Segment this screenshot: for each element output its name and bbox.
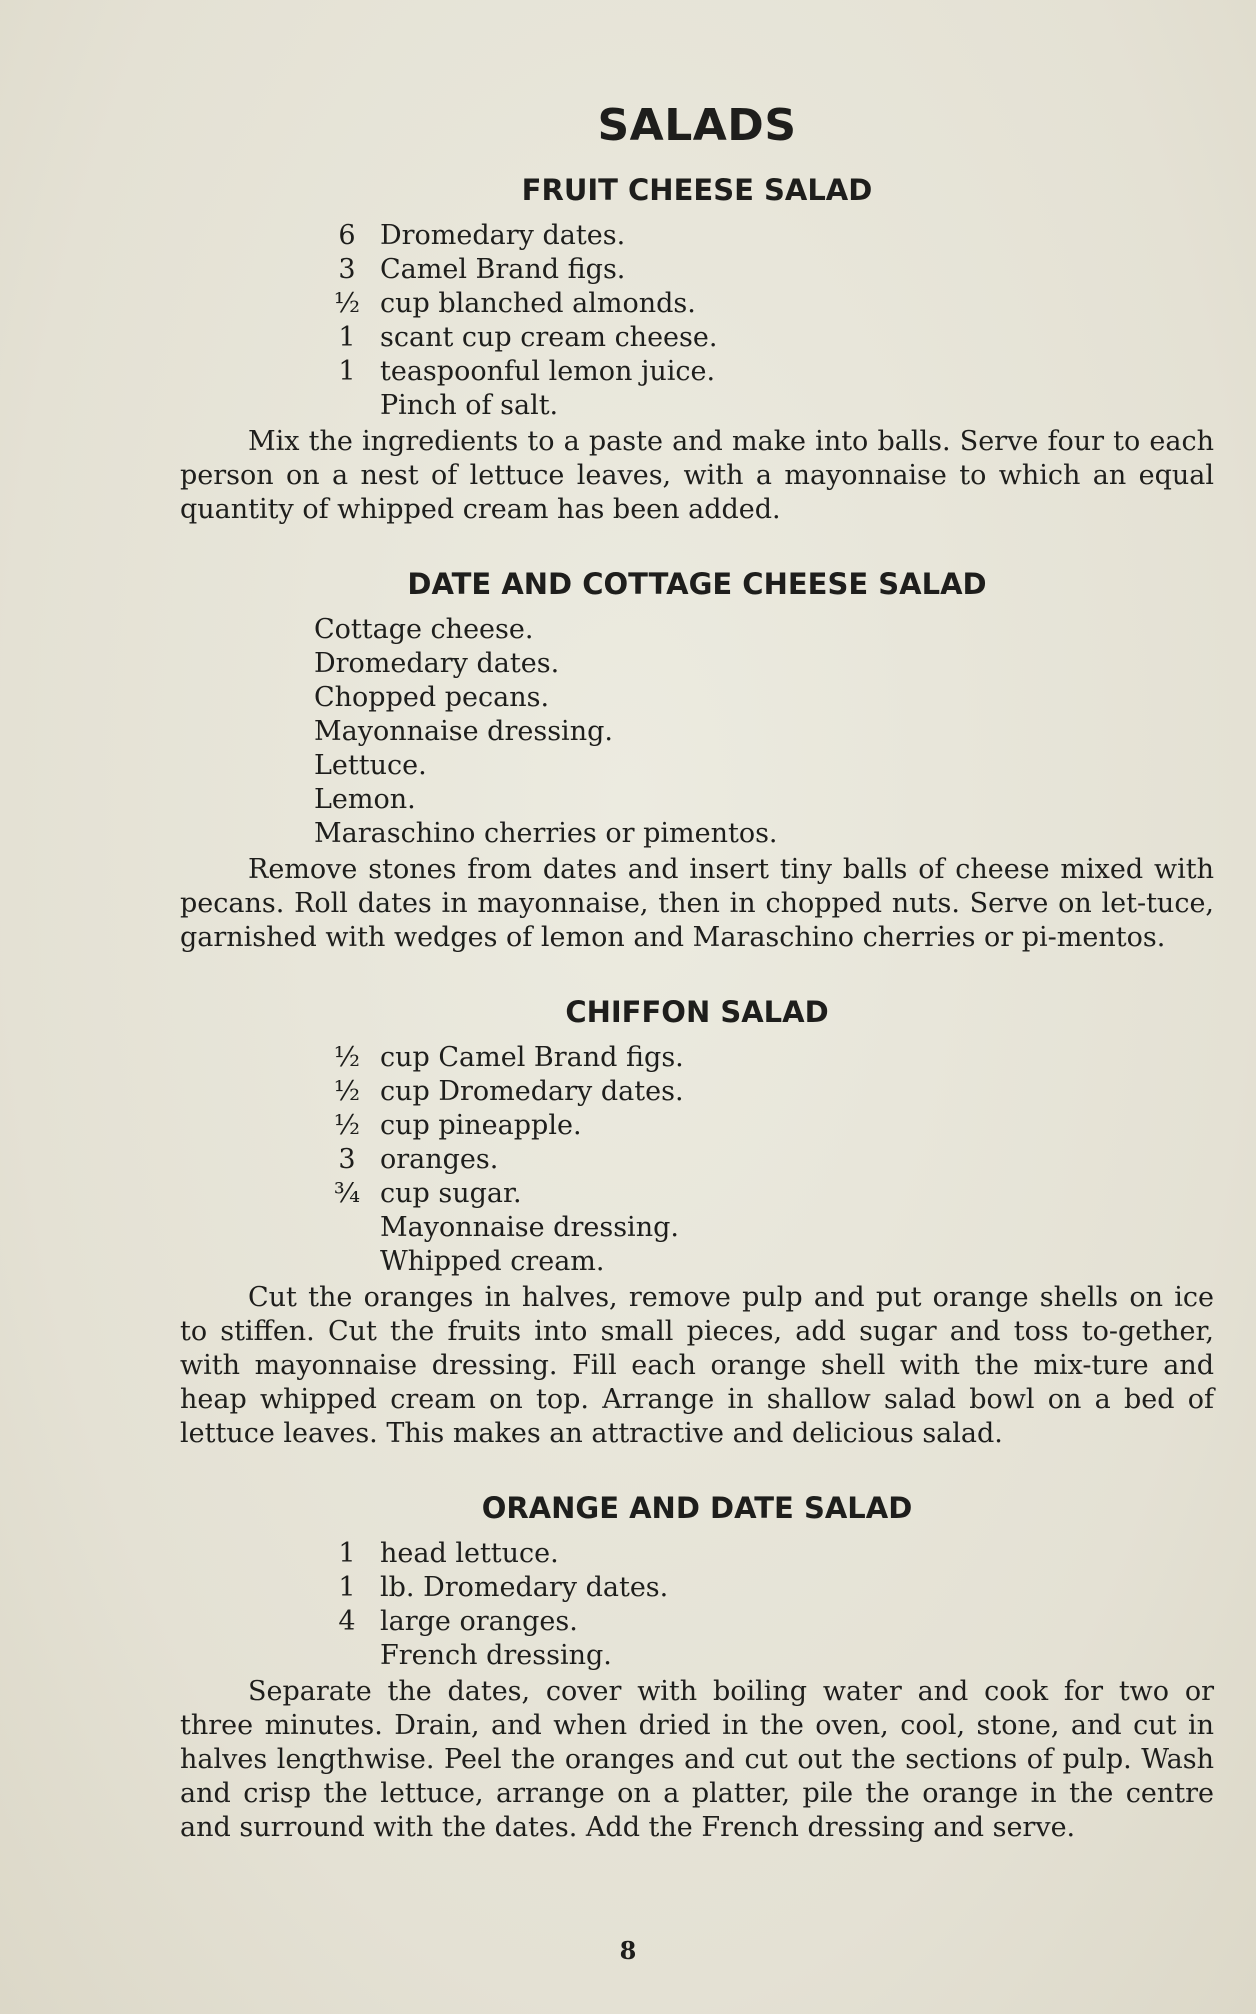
ingredient-item <box>180 1571 1214 1605</box>
ingredient-item <box>180 1075 1214 1109</box>
ingredient-item <box>180 1537 1214 1571</box>
ingredient-text: Mayonnaise dressing. <box>314 716 613 747</box>
ingredient-text: French dressing. <box>380 1640 612 1671</box>
ingredient-item <box>180 321 1214 355</box>
ingredient-qty: 1 <box>338 356 356 387</box>
ingredient-item <box>180 389 1214 423</box>
page-title: SALADS <box>597 100 797 151</box>
ingredient-qty: ½ <box>333 1076 361 1107</box>
ingredient-text: Mayonnaise dressing. <box>380 1212 679 1243</box>
recipe-title: ORANGE AND DATE SALAD <box>481 1491 913 1525</box>
ingredient-text: Camel Brand figs. <box>380 254 626 285</box>
ingredient-text: cup Camel Brand figs. <box>380 1042 684 1073</box>
ingredient-qty: 1 <box>338 1572 356 1603</box>
ingredient-text: Dromedary dates. <box>314 648 560 679</box>
recipe-orange-date-salad <box>180 1491 1214 1845</box>
ingredient-item <box>180 647 1214 681</box>
ingredient-item <box>180 715 1214 749</box>
ingredient-text: cup sugar. <box>380 1178 522 1209</box>
ingredient-qty: ¾ <box>333 1178 361 1209</box>
ingredient-qty: 6 <box>338 220 356 251</box>
recipe-date-cottage-cheese-salad <box>180 567 1214 955</box>
ingredient-item <box>180 253 1214 287</box>
ingredient-item <box>180 355 1214 389</box>
ingredient-item <box>180 1245 1214 1279</box>
ingredient-qty: ½ <box>333 1042 361 1073</box>
ingredient-item <box>180 817 1214 851</box>
ingredient-qty: 3 <box>338 254 356 285</box>
recipe-title: CHIFFON SALAD <box>565 995 829 1029</box>
ingredient-qty: 1 <box>338 1538 356 1569</box>
ingredient-item <box>180 287 1214 321</box>
recipe-page <box>180 100 1214 1885</box>
ingredient-text: cup blanched almonds. <box>380 288 696 319</box>
recipe-instructions: Cut the oranges in halves, remove pulp and put orange shells on ice to stiffen. Cut the fruits into small pieces, add sugar and toss to-gether, with mayonnaise dressing. Fill each orange shell with the mix-ture and heap whipped cream on top. Arrange in shallow salad bowl on a bed of lettuce leaves. This makes an attractive and delicious salad. <box>180 1282 1214 1449</box>
ingredient-text: cup pineapple. <box>380 1110 582 1141</box>
ingredient-qty: 1 <box>338 322 356 353</box>
page-number: 8 <box>619 1936 637 1965</box>
ingredient-text: scant cup cream cheese. <box>380 322 718 353</box>
ingredient-item <box>180 1109 1214 1143</box>
ingredient-item <box>180 783 1214 817</box>
ingredient-text: Dromedary dates. <box>380 220 626 251</box>
ingredient-item <box>180 1211 1214 1245</box>
ingredient-text: lb. Dromedary dates. <box>380 1572 669 1603</box>
ingredient-item <box>180 749 1214 783</box>
ingredient-list <box>180 1537 1214 1673</box>
ingredient-list <box>180 219 1214 423</box>
ingredient-qty <box>180 1639 380 1673</box>
recipe-instructions: Separate the dates, cover with boiling water and cook for two or three minutes. Drain, and when dried in the oven, cool, stone, and cut in halves lengthwise. Peel the oranges and cut out the sections of pulp. Wash and crisp the lettuce, arrange on a platter, pile the orange in the centre and surround with the dates. Add the French dressing and serve. <box>180 1676 1214 1843</box>
ingredient-text: Chopped pecans. <box>314 682 550 713</box>
ingredient-text: oranges. <box>380 1144 499 1175</box>
ingredient-text: cup Dromedary dates. <box>380 1076 684 1107</box>
recipe-title: DATE AND COTTAGE CHEESE SALAD <box>407 567 987 601</box>
recipe-chiffon-salad <box>180 995 1214 1451</box>
ingredient-qty: ½ <box>333 1110 361 1141</box>
ingredient-item <box>180 1041 1214 1075</box>
ingredient-item <box>180 1639 1214 1673</box>
ingredient-list <box>180 1041 1214 1279</box>
ingredient-item <box>180 681 1214 715</box>
ingredient-text: Maraschino cherries or pimentos. <box>314 818 778 849</box>
ingredient-text: Cottage cheese. <box>314 614 534 645</box>
ingredient-text: Whipped cream. <box>380 1246 605 1277</box>
ingredient-text: teaspoonful lemon juice. <box>380 356 716 387</box>
ingredient-item <box>180 219 1214 253</box>
recipe-title: FRUIT CHEESE SALAD <box>521 173 873 207</box>
ingredient-item <box>180 1605 1214 1639</box>
ingredient-qty <box>180 1211 380 1245</box>
ingredient-text: Lemon. <box>314 784 416 815</box>
ingredient-list <box>180 613 1214 851</box>
ingredient-text: Lettuce. <box>314 750 427 781</box>
ingredient-qty <box>180 1245 380 1279</box>
ingredient-qty <box>180 389 380 423</box>
recipe-instructions: Mix the ingredients to a paste and make into balls. Serve four to each person on a nest of lettuce leaves, with a mayonnaise to which an equal quantity of whipped cream has been added. <box>180 426 1214 525</box>
ingredient-qty: ½ <box>333 288 361 319</box>
ingredient-item <box>180 613 1214 647</box>
ingredient-text: head lettuce. <box>380 1538 559 1569</box>
ingredient-item <box>180 1143 1214 1177</box>
ingredient-text: Pinch of salt. <box>380 390 559 421</box>
ingredient-qty: 3 <box>338 1144 356 1175</box>
ingredient-qty: 4 <box>338 1606 356 1637</box>
ingredient-text: large oranges. <box>380 1606 578 1637</box>
recipe-instructions: Remove stones from dates and insert tiny balls of cheese mixed with pecans. Roll dates in mayonnaise, then in chopped nuts. Serve on let-tuce, garnished with wedges of lemon and Maraschino cherries or pi-mentos. <box>180 854 1214 953</box>
ingredient-item <box>180 1177 1214 1211</box>
recipe-fruit-cheese-salad <box>180 173 1214 527</box>
